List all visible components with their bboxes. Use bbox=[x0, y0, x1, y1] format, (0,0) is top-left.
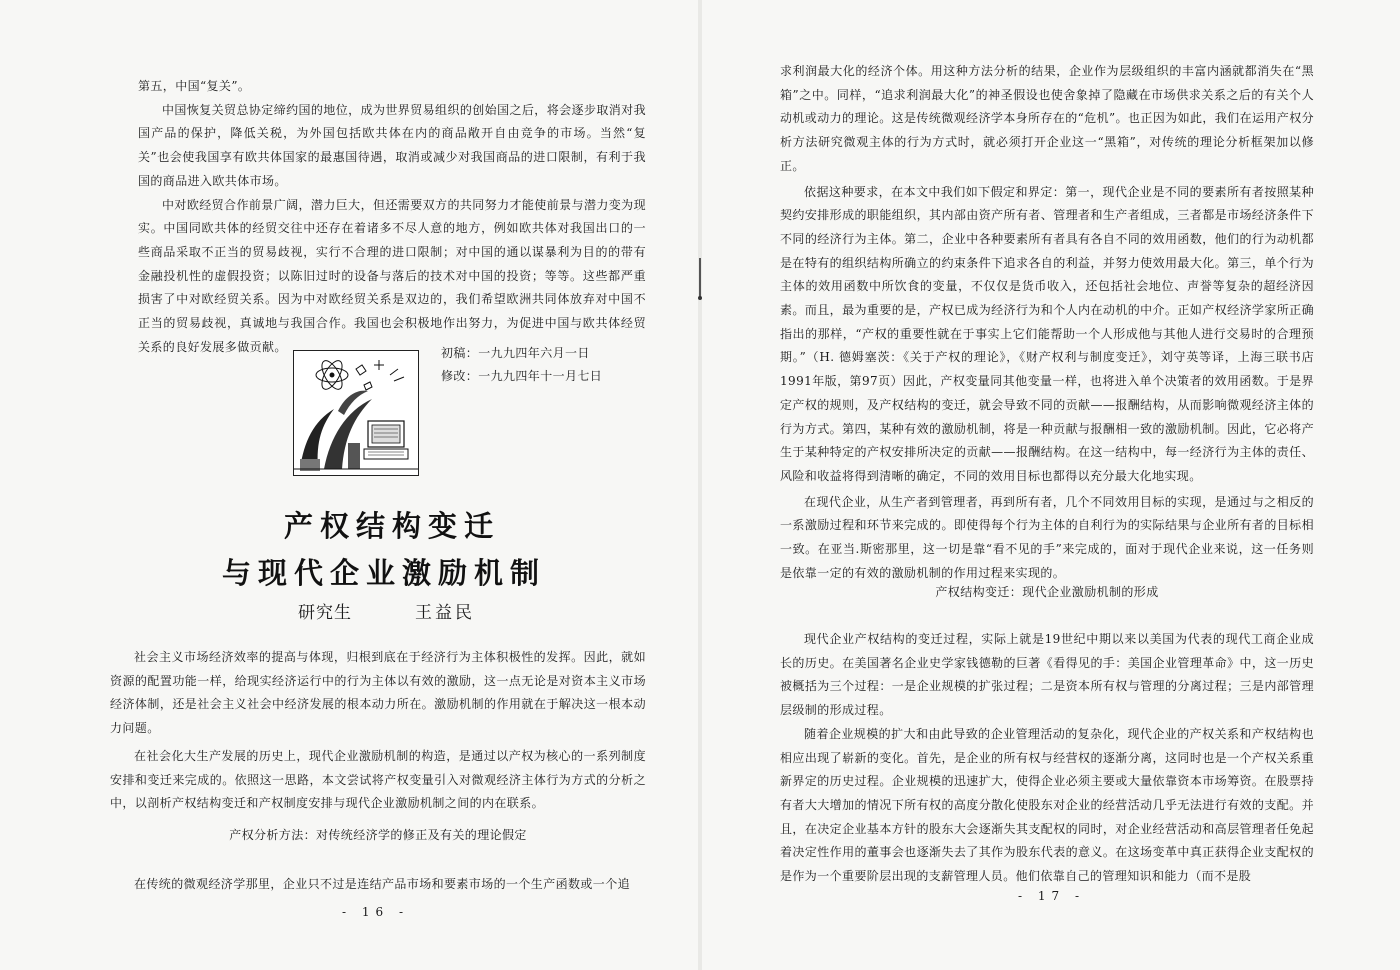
paragraph: 在社会化大生产发展的历史上，现代企业激励机制的构造，是通过以产权为核心的一系列制度安排和变迁来完成的。依照这一思路，本文尝试将产权变量引入对微观经济主体行为方式的分析之中，以剖析产权结构变迁和产权制度安排与现代企业激励机制之间的内在联系。 bbox=[110, 748, 646, 811]
draft-dates bbox=[441, 342, 602, 388]
first-draft-date: 初稿：一九九四年六月一日 bbox=[441, 346, 590, 360]
decorative-illustration bbox=[293, 350, 419, 476]
paragraph: 在现代企业，从生产者到管理者，再到所有者，几个不同效用目标的实现，是通过与之相反的一系激励过程和环节来完成的。即使得每个行为主体的自利行为的实际结果与企业所有者的目标相一致。在亚当.斯密那里，这一切是靠“看不见的手”来完成的，面对于现代企业来说，这一任务则是依靠一定的有效的激励机制的作用过程来实现的。 bbox=[780, 494, 1314, 580]
right-top-text bbox=[780, 60, 1314, 585]
revised-date: 修改：一九九四年十一月七日 bbox=[441, 369, 603, 383]
article-title-line-2: 与现代企业激励机制 bbox=[222, 556, 547, 590]
paragraph: 在传统的微观经济学那里，企业只不过是连结产品市场和要素市场的一个生产函数或一个追 bbox=[134, 877, 631, 891]
section-heading: 产权结构变迁：现代企业激励机制的形成 bbox=[935, 585, 1159, 599]
article-title-line-1: 产权结构变迁 bbox=[284, 509, 501, 543]
page-number: - 16 - bbox=[342, 905, 410, 919]
left-intro-text bbox=[110, 646, 646, 816]
left-top-text bbox=[138, 75, 646, 359]
paragraph: 求利润最大化的经济个体。用这种方法分析的结果，企业作为层级组织的丰富内涵就都消失在“黑箱”之中。同样，“追求利润最大化”的神圣假设也使舍象掉了隐藏在市场供求关系之后的有关个人动机或动力的理论。这是传统微观经济学本身所存在的“危机”。也正因为如此，我们在运用产权分析方法研究微观主体的行为方式时，就必须打开企业这一“黑箱”，对传统的理论分析框架加以修正。 bbox=[780, 64, 1314, 173]
left-page bbox=[0, 0, 698, 970]
science-technology-illustration bbox=[294, 351, 418, 475]
paragraph: 依据这种要求，在本文中我们如下假定和界定：第一，现代企业是不同的要素所有者按照某种契约安排形成的职能组织，其内部由资产所有者、管理者和生产者组成，三者都是市场经济条件下不同的经济行为主体。第二，企业中各种要素所有者具有各自不同的效用函数，他们的行为动机都是在特有的组织结构所确立的约束条件下追求各自的利益，并努力使效用最大化。第三，单个行为主体的效用函数中所饮食的变量，不仅仅是货币收入，还包括社会地位、声誉等复杂的超经济因素。而且，最为重要的是，产权已成为经济行为和个人内在动机的中介。正如产权经济学家所正确指出的那样，“产权的重要性就在于事实上它们能帮助一个人形成他与其他人进行交易时的合理预期。”（H. 德姆塞茨：《关于产权的理论》，《财产权利与制度变迁》，刘守英等译，上海三联书店1991年版，第97页）因此，产权变量同其他变量一样，也将进入单个决策者的效用函数。于是界定产权的规则，及产权结构的变迁，就会导致不同的贡献——报酬结构，从而影响微观经济主体的行为方式。第四，某种有效的激励机制，将是一种贡献与报酬相一致的激励机制。因此，它必将产生于某种特定的产权安排所决定的贡献——报酬结构。在这一结构中，每一经济行为主体的责任、风险和收益将得到清晰的确定，不同的效用目标也都得以充分最大化地实现。 bbox=[780, 184, 1314, 483]
section-heading: 产权分析方法：对传统经济学的修正及有关的理论假定 bbox=[229, 828, 527, 842]
paragraph: 随着企业规模的扩大和由此导致的企业管理活动的复杂化，现代企业的产权关系和产权结构也相应出现了崭新的变化。首先，是企业的所有权与经营权的逐渐分离，这同时也是一个产权关系重新界定的历史过程。企业规模的迅速扩大，使得企业必须主要或大量依靠资本市场筹资。在股票持有者大大增加的情况下所有权的高度分散化使股东对企业的经营活动几乎无法进行有效的支配。并且，在决定企业基本方针的股东大会逐渐失其支配权的同时，对企业经营活动和高层管理者任免起着决定性作用的董事会也逐渐失去了其作为股东代表的意义。在这场变革中真正获得企业支配权的是作为一个重要阶层出现的支薪管理人员。他们依靠自己的管理知识和能力（而不是股 bbox=[780, 726, 1314, 884]
page-number: - 17 - bbox=[1018, 889, 1086, 903]
right-bottom-text bbox=[780, 628, 1314, 889]
binding-mark bbox=[699, 258, 701, 298]
paragraph: 中国恢复关贸总协定缔约国的地位，成为世界贸易组织的创始国之后，将会逐步取消对我国产品的保护，降低关税，为外国包括欧共体在内的商品敞开自由竞争的市场。当然“复关”也会使我国享有欧共体国家的最惠国待遇，取消或减少对我国商品的进口限制，有利于我国的商品进入欧共体市场。 bbox=[138, 102, 646, 188]
paragraph: 社会主义市场经济效率的提高与体现，归根到底在于经济行为主体积极性的发挥。因此，就如资源的配置功能一样，给现实经济运行中的行为主体以有效的激励，这一点无论是对资本主义市场经济体制，还是社会主义社会中经济发展的根本动力所在。激励机制的作用就在于解决这一根本动力问题。 bbox=[110, 650, 646, 736]
paragraph: 第五，中国“复关”。 bbox=[138, 79, 251, 93]
paragraph: 中对欧经贸合作前景广阔，潜力巨大，但还需要双方的共同努力才能使前景与潜力变为现实。中国同欧共体的经贸交往中还存在着诸多不尽人意的地方，例如欧共体对我国出口的一些商品采取不正当的贸易歧视，实行不合理的进口限制；对中国的通以谋暴利为目的的带有金融投机性的虚假投资；以陈旧过时的设备与落后的技术对中国的投资；等等。这些都严重损害了中对欧经贸关系。因为中对欧经贸关系是双边的，我们希望欧洲共同体放弃对中国不正当的贸易歧视，真诚地与我国合作。我国也会积极地作出努力，为促进中国与欧共体经贸关系的良好发展多做贡献。 bbox=[138, 197, 646, 354]
author-name: 王益民 bbox=[415, 603, 475, 623]
paragraph: 现代企业产权结构的变迁过程，实际上就是19世纪中期以来以美国为代表的现代工商企业成长的历史。在美国著名企业史学家钱德勒的巨著《看得见的手：美国企业管理革命》中，这一历史被概括为三个过程：一是企业规模的扩张过程；二是资本所有权与管理的分离过程；三是内部管理层级制的形成过程。 bbox=[780, 632, 1314, 718]
author-role: 研究生 bbox=[298, 603, 352, 623]
